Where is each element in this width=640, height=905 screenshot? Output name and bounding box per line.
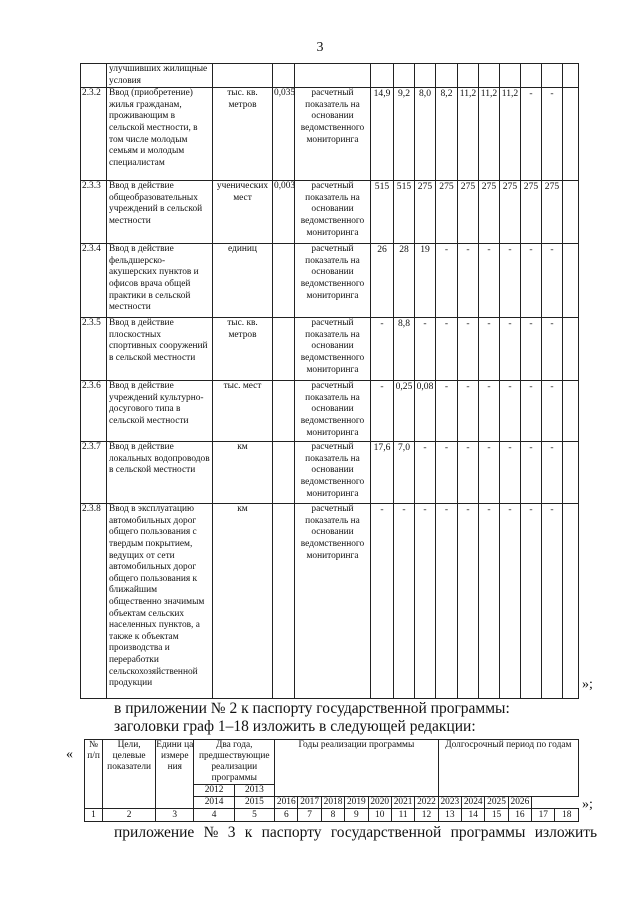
header-col-number: 7 (298, 809, 321, 822)
row-number: 2.3.8 (81, 504, 107, 699)
row-value: 0,08 (415, 381, 436, 442)
row-value: - (500, 244, 521, 318)
row-value: 7,0 (394, 442, 415, 504)
row-value: 11,2 (458, 88, 479, 181)
row-unit: ученических мест (213, 181, 273, 244)
table-row (81, 244, 579, 318)
row-value: - (521, 244, 542, 318)
row-value: - (521, 504, 542, 699)
row-value (563, 504, 579, 699)
row-value: - (479, 504, 500, 699)
row-value (563, 181, 579, 244)
header-col-number: 10 (368, 809, 391, 822)
row-value: - (500, 504, 521, 699)
row-value: - (479, 442, 500, 504)
row-value: 8,8 (394, 318, 415, 381)
row-value: 275 (436, 181, 458, 244)
row-value: - (371, 381, 394, 442)
header-col-number: 9 (345, 809, 368, 822)
header-year: 2020 (368, 797, 391, 809)
row-value: - (371, 318, 394, 381)
row-value: - (542, 318, 563, 381)
row-value: - (436, 504, 458, 699)
row-unit: единиц (213, 244, 273, 318)
row-value: 8,2 (436, 88, 458, 181)
header-year: 2022 (415, 797, 438, 809)
row-value: 275 (458, 181, 479, 244)
row-method: расчетный показатель на основании ведомственного мониторинга (295, 244, 371, 318)
row-value: 275 (479, 181, 500, 244)
header-year: 2016 (275, 797, 298, 809)
row-name: Ввод в действие фельдшерско-акушерских пунктов и офисов врача общей практики в сельской местности (107, 244, 213, 318)
paragraph-word: программы (450, 824, 526, 841)
row-value: 275 (521, 181, 542, 244)
row-value: 11,2 (479, 88, 500, 181)
row-value: - (500, 442, 521, 504)
row-number: 2.3.5 (81, 318, 107, 381)
row-weight (273, 318, 295, 381)
row-value: - (458, 318, 479, 381)
paragraph-word: 3 (227, 824, 236, 841)
row-value: - (479, 318, 500, 381)
header-col-number: 17 (532, 809, 555, 822)
row-method: расчетный показатель на основании ведомственного мониторинга (295, 381, 371, 442)
header-col-number: 2 (103, 809, 156, 822)
row-number: 2.3.2 (81, 88, 107, 181)
row-value: - (542, 381, 563, 442)
row-name: Ввод в действие плоскостных спортивных сооружений в сельской местности (107, 318, 213, 381)
row-value (563, 244, 579, 318)
row-unit: км (213, 504, 273, 699)
row-value: 515 (394, 181, 415, 244)
row-weight (273, 381, 295, 442)
row-name: Ввод в действие учреждений культурно-досугового типа в сельской местности (107, 381, 213, 442)
header-year: 2014 (194, 797, 234, 809)
row-unit: км (213, 442, 273, 504)
row-weight: 0,003 (273, 181, 295, 244)
row-method: расчетный показатель на основании ведомственного мониторинга (295, 504, 371, 699)
row-value: - (436, 244, 458, 318)
paragraph-word: изложить (534, 824, 598, 841)
header-year: 2026 (508, 797, 531, 809)
header-year: 2018 (321, 797, 344, 809)
row-value (563, 381, 579, 442)
row-value: - (458, 244, 479, 318)
row-unit: тыс. мест (213, 381, 273, 442)
header-year: 2023 (438, 797, 461, 809)
table-row (81, 381, 579, 442)
row-name: Ввод (приобретение) жилья гражданам, проживающим в сельской местности, в том числе молодым семьям и молодым специалистам (107, 88, 213, 181)
row-number: 2.3.3 (81, 181, 107, 244)
table-row (81, 88, 579, 181)
row-value: - (458, 381, 479, 442)
row-value: - (542, 442, 563, 504)
row-value: - (371, 504, 394, 699)
row-value: 515 (371, 181, 394, 244)
header-year: 2019 (345, 797, 368, 809)
indicators-table (80, 63, 579, 699)
row-name-fragment: улучшивших жилищные условия (107, 64, 213, 88)
paragraph-appendix-3 (114, 824, 597, 842)
row-value (563, 318, 579, 381)
row-value: 19 (415, 244, 436, 318)
paragraph-word: к (244, 824, 253, 841)
row-unit: тыс. кв. метров (213, 88, 273, 181)
row-value: 275 (415, 181, 436, 244)
row-value: - (394, 504, 415, 699)
row-value: 28 (394, 244, 415, 318)
row-value: 14,9 (371, 88, 394, 181)
table-row (81, 504, 579, 699)
row-weight (273, 504, 295, 699)
row-value: - (521, 88, 542, 181)
row-value: - (436, 442, 458, 504)
row-value: 275 (542, 181, 563, 244)
row-value: 275 (500, 181, 521, 244)
header-col-number: 5 (234, 809, 274, 822)
paragraph-word: № (203, 824, 219, 841)
row-value: - (458, 442, 479, 504)
header-col-number: 8 (321, 809, 344, 822)
row-name: Ввод в действие локальных водопроводов в сельской местности (107, 442, 213, 504)
header-col-number: 16 (508, 809, 531, 822)
row-weight (273, 244, 295, 318)
header-year: 2015 (234, 797, 274, 809)
closing-quote: »; (582, 797, 593, 812)
row-value: - (500, 318, 521, 381)
row-value: - (542, 504, 563, 699)
row-number: 2.3.7 (81, 442, 107, 504)
row-value: - (479, 244, 500, 318)
row-value: 26 (371, 244, 394, 318)
page-number: 3 (316, 40, 324, 55)
header-col-number: 3 (156, 809, 194, 822)
row-value: - (542, 88, 563, 181)
row-number: 2.3.4 (81, 244, 107, 318)
header-col-number: 11 (391, 809, 414, 822)
paragraph-appendix-2-line-1: в приложении № 2 к паспорту государственной программы: (114, 700, 510, 717)
header-year: 2012 (194, 785, 234, 797)
header-col-impl: Годы реализации программы (275, 740, 439, 797)
paragraph-word: государственной (330, 824, 442, 841)
table-row (81, 442, 579, 504)
header-table (84, 739, 579, 822)
header-col-number: 12 (415, 809, 438, 822)
header-col-num: № п/п (85, 740, 103, 809)
row-method: расчетный показатель на основании ведомственного мониторинга (295, 318, 371, 381)
header-year: 2025 (485, 797, 508, 809)
row-value: 0,25 (394, 381, 415, 442)
row-unit: тыс. кв. метров (213, 318, 273, 381)
closing-quote: »; (582, 677, 593, 692)
row-weight (273, 442, 295, 504)
header-col-number: 6 (275, 809, 298, 822)
row-value: - (521, 318, 542, 381)
table-row-fragment (81, 64, 579, 88)
header-year: 2024 (462, 797, 485, 809)
paragraph-appendix-2-line-2: заголовки граф 1–18 изложить в следующей редакции: (114, 718, 476, 735)
header-year: 2013 (234, 785, 274, 797)
row-value: - (415, 318, 436, 381)
row-value: 17,6 (371, 442, 394, 504)
header-col-number: 14 (462, 809, 485, 822)
header-col-number: 1 (85, 809, 103, 822)
paragraph-word: паспорту (261, 824, 322, 841)
row-value: - (500, 381, 521, 442)
header-year: 2017 (298, 797, 321, 809)
header-col-number: 4 (194, 809, 234, 822)
row-value: - (436, 381, 458, 442)
row-method: расчетный показатель на основании ведомственного мониторинга (295, 181, 371, 244)
row-value: - (521, 381, 542, 442)
row-weight: 0,035 (273, 88, 295, 181)
row-value (563, 442, 579, 504)
table-row (81, 318, 579, 381)
header-col-goals: Цели, целевые показатели (103, 740, 156, 809)
row-name: Ввод в действие общеобразовательных учреждений в сельской местности (107, 181, 213, 244)
header-col-number: 13 (438, 809, 461, 822)
row-value: - (479, 381, 500, 442)
row-value: - (542, 244, 563, 318)
header-col-prev: Два года, предшествующие реализации программы (194, 740, 275, 785)
row-value: - (521, 442, 542, 504)
row-value (563, 88, 579, 181)
paragraph-word: приложение (114, 824, 195, 841)
header-col-number: 18 (555, 809, 579, 822)
row-method: расчетный показатель на основании ведомственного мониторинга (295, 442, 371, 504)
opening-quote: « (66, 747, 73, 762)
header-year: 2021 (391, 797, 414, 809)
table-row (81, 181, 579, 244)
row-name: Ввод в эксплуатацию автомобильных дорог общего пользования с твердым покрытием, ведущих от сети автомобильных дорог общего пользования к ближайшим общественно значимым объектам сельских населенных пунктов, а также к объектам производства и переработки сельскохозяйственной продукции (107, 504, 213, 699)
header-col-number: 15 (485, 809, 508, 822)
row-value: 9,2 (394, 88, 415, 181)
row-number: 2.3.6 (81, 381, 107, 442)
row-value: 8,0 (415, 88, 436, 181)
header-col-unit: Едини ца измере ния (156, 740, 194, 809)
header-col-long: Долгосрочный период по годам (438, 740, 578, 797)
row-value: - (458, 504, 479, 699)
row-value: 11,2 (500, 88, 521, 181)
row-value: - (436, 318, 458, 381)
row-value: - (415, 504, 436, 699)
row-method: расчетный показатель на основании ведомственного мониторинга (295, 88, 371, 181)
row-value: - (415, 442, 436, 504)
